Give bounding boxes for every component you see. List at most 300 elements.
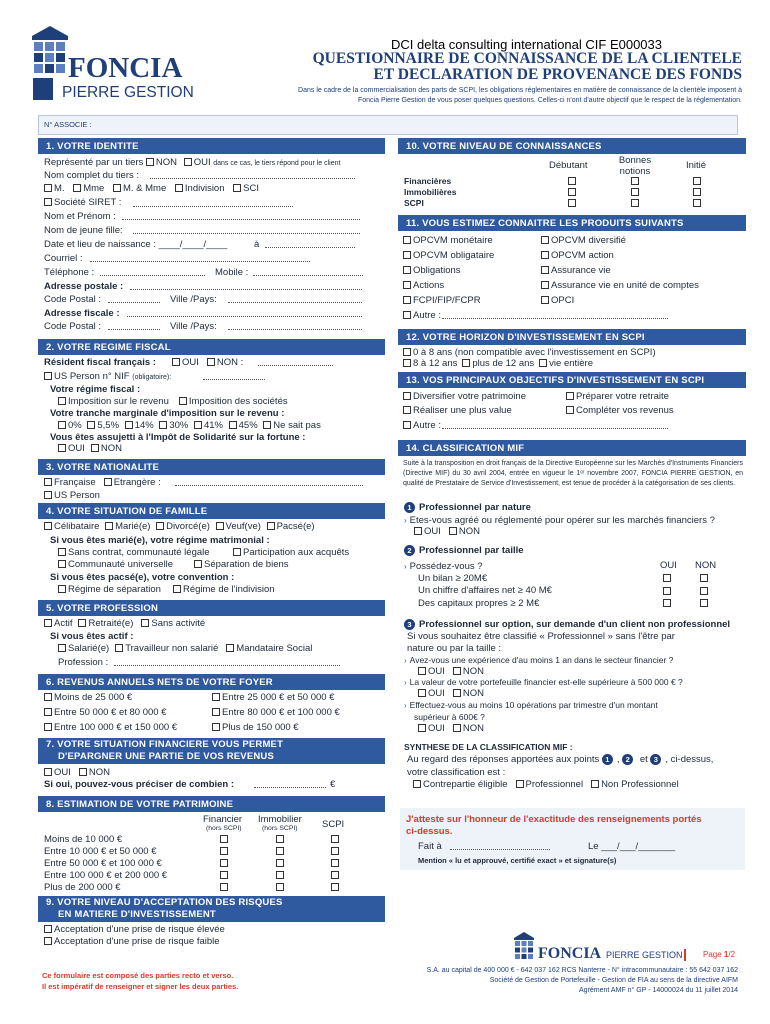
horizon-0-8-label: 0 à 8 ans xyxy=(413,347,453,358)
prof-sans-label: Sans activité xyxy=(151,618,206,629)
checkbox[interactable] xyxy=(568,188,576,196)
connaissance-row-label: Financières xyxy=(404,176,452,186)
telephone-label: Téléphone : xyxy=(44,267,95,278)
famille-divorce-checkbox[interactable] xyxy=(156,522,164,530)
pro-option-text-2: nature ou par la taille : xyxy=(407,643,502,654)
checkbox[interactable] xyxy=(331,871,339,879)
nom-label: Nom et Prénom : xyxy=(44,211,116,222)
objectif-revenus-label: Compléter vos revenus xyxy=(576,405,674,416)
produit-label: FCPI/FIP/FCPR xyxy=(413,295,481,306)
civ-indivision-label: Indivision xyxy=(184,183,225,194)
pro-option-q2-oui-checkbox[interactable] xyxy=(418,689,426,697)
produit-opcvm-diversifie-checkbox[interactable] xyxy=(541,236,549,244)
nat-etr-field[interactable] xyxy=(175,485,363,486)
patrimoine-col-immobilier-note: (hors SCPI) xyxy=(262,825,298,832)
objectif-autre-field[interactable] xyxy=(442,428,668,429)
footer-divider xyxy=(684,949,686,961)
header-title-1: QUESTIONNAIRE DE CONNAISSANCE DE LA CLIENTELE xyxy=(312,50,742,67)
pacs-separation-label: Régime de séparation xyxy=(68,584,161,595)
siret-label: Société SIRET : xyxy=(54,197,122,208)
adresse-fiscale-field[interactable] xyxy=(127,316,362,317)
section-2-header: 2. VOTRE REGIME FISCAL xyxy=(38,339,385,355)
connaissance-notions-checkboxes xyxy=(631,176,643,209)
attestation-line-1: J'atteste sur l'honneur de l'exactitude des renseignements portés xyxy=(406,814,702,825)
produit-assurance-uc-checkbox[interactable] xyxy=(541,281,549,289)
produit-opcvm-obligataire-checkbox[interactable] xyxy=(403,251,411,259)
section-7-title-2: D'EPARGNER UNE PARTIE DE VOS REVENUS xyxy=(58,751,275,762)
civ-mmme-checkbox[interactable] xyxy=(113,184,121,192)
header-intro-1: Dans le cadre de la commercialisation des parts de SCPI, les obligations réglementaires en matière de connaissance de la clientèle imposent à xyxy=(298,87,742,94)
civ-sci-label: SCI xyxy=(243,183,259,194)
pro-option-q3-oui-label: OUI xyxy=(428,723,445,734)
tranche-14-label: 14% xyxy=(134,420,154,431)
checkbox[interactable] xyxy=(276,859,284,867)
civ-sci-checkbox[interactable] xyxy=(233,184,241,192)
matri-separation-label: Séparation de biens xyxy=(204,559,289,570)
isf-oui-checkbox[interactable] xyxy=(58,444,66,452)
regime-ir-checkbox[interactable] xyxy=(58,397,66,405)
civ-mmme-label: M. & Mme xyxy=(122,183,167,194)
resident-label: Résident fiscal français : xyxy=(44,357,156,368)
produit-label: OPCVM obligataire xyxy=(413,250,495,261)
produit-assurance-vie-checkbox[interactable] xyxy=(541,266,549,274)
combien-euro: € xyxy=(330,779,336,790)
checkbox[interactable] xyxy=(331,835,339,843)
tranche-0-checkbox[interactable] xyxy=(58,421,66,429)
risque-eleve-checkbox[interactable] xyxy=(44,925,52,933)
synthese-text-2: votre classification est : xyxy=(407,767,506,778)
chevron-right-icon: › xyxy=(404,701,407,710)
risque-faible-label: Acceptation d'une prise de risque faible xyxy=(54,936,220,947)
checkbox[interactable] xyxy=(631,199,639,207)
produit-label: OPCVM monétaire xyxy=(413,235,493,246)
prof-salarie-label: Salarié(e) xyxy=(68,643,110,654)
matri-universelle-label: Communauté universelle xyxy=(68,559,174,570)
footer-legal-3: Agrément AMF n° GP - 14000024 du 11 juillet 2014 xyxy=(579,987,738,994)
pro-taille-item: Des capitaux propres ≥ 2 M€ xyxy=(418,598,540,609)
revenu-5-label: Entre 100 000 € et 150 000 € xyxy=(54,722,178,733)
famille-pacse-checkbox[interactable] xyxy=(267,522,275,530)
adresse-fiscale-label: Adresse fiscale : xyxy=(44,308,120,319)
prof-actif-label: Actif xyxy=(54,618,73,629)
fait-a-field[interactable] xyxy=(450,849,550,850)
prof-sans-checkbox[interactable] xyxy=(141,619,149,627)
synthese-end: , ci-dessus, xyxy=(665,754,714,765)
marie-label: Si vous êtes marié(e), votre régime matrimonial : xyxy=(50,535,270,546)
revenu-3-checkbox[interactable] xyxy=(44,708,52,716)
objectif-retraite-label: Préparer votre retraite xyxy=(576,391,669,402)
horizon-8-12-label: 8 à 12 ans xyxy=(413,358,458,369)
pro-option-title: Professionnel sur option, sur demande d'un client non professionnel xyxy=(419,619,731,630)
regime-is-checkbox[interactable] xyxy=(179,397,187,405)
page-label: Page xyxy=(703,950,722,959)
isf-label: Vous êtes assujetti à l'Impôt de Solidarité sur la fortune : xyxy=(50,432,306,443)
isf-oui-label: OUI xyxy=(68,443,85,454)
tranche-55-checkbox[interactable] xyxy=(87,421,95,429)
pro-nature-oui-label: OUI xyxy=(424,526,441,537)
famille-divorce-label: Divorcé(e) xyxy=(166,521,210,532)
revenu-5-checkbox[interactable] xyxy=(44,723,52,731)
pro-option-q1-non-label: NON xyxy=(462,666,485,677)
revenu-4-checkbox[interactable] xyxy=(212,708,220,716)
civ-m-label: M. xyxy=(54,183,65,194)
revenu-2-checkbox[interactable] xyxy=(212,693,220,701)
checkbox[interactable] xyxy=(693,188,701,196)
patrimoine-row-label: Entre 10 000 € et 50 000 € xyxy=(44,846,157,857)
si-actif-label: Si vous êtes actif : xyxy=(50,631,134,642)
checkbox[interactable] xyxy=(568,199,576,207)
synthese-et: et xyxy=(639,754,648,765)
produit-label: Assurance vie xyxy=(551,265,611,276)
footer-logo-mark-icon xyxy=(514,932,534,960)
produit-label: OPCVM action xyxy=(551,250,614,261)
prof-tns-checkbox[interactable] xyxy=(115,644,123,652)
header-intro-2: Foncia Pierre Gestion de vous poser quelques questions. Celles-ci n'ont d'autre objectif que le respect de la réglementation. xyxy=(357,97,742,104)
tranche-options xyxy=(58,420,321,431)
objectif-plusvalue-checkbox[interactable] xyxy=(403,406,411,414)
checkbox[interactable] xyxy=(700,599,708,607)
ville-2-field[interactable] xyxy=(228,329,362,330)
matri-separation-checkbox[interactable] xyxy=(194,560,202,568)
tranche-45-checkbox[interactable] xyxy=(229,421,237,429)
nom-field[interactable] xyxy=(122,219,360,220)
checkbox[interactable] xyxy=(331,883,339,891)
attestation-line-2: ci-dessus. xyxy=(406,826,453,837)
section-11-header: 11. VOUS ESTIMEZ CONNAITRE LES PRODUITS SUIVANTS xyxy=(398,215,746,231)
tranche-41-label: 41% xyxy=(203,420,223,431)
famille-celibataire-label: Célibataire xyxy=(54,521,100,532)
header-company: DCI delta consulting international CIF E000033 xyxy=(391,37,662,52)
famille-pacse-label: Pacsé(e) xyxy=(276,521,315,532)
checkbox[interactable] xyxy=(220,871,228,879)
nat-fr-checkbox[interactable] xyxy=(44,478,52,486)
courriel-field[interactable] xyxy=(90,261,310,262)
logo-mark-icon xyxy=(32,26,68,76)
produit-autre-checkbox[interactable] xyxy=(403,311,411,319)
produit-autre-label: Autre : xyxy=(413,310,441,321)
classif-nonpro-checkbox[interactable] xyxy=(591,780,599,788)
civ-mme-label: Mme xyxy=(83,183,105,194)
matri-participation-checkbox[interactable] xyxy=(233,548,241,556)
tranche-0-label: 0% xyxy=(68,420,82,431)
code-postal-2-field[interactable] xyxy=(108,329,160,330)
checkbox[interactable] xyxy=(663,599,671,607)
produit-obligations-checkbox[interactable] xyxy=(403,266,411,274)
prof-actif-checkbox[interactable] xyxy=(44,619,52,627)
produit-actions-checkbox[interactable] xyxy=(403,281,411,289)
code-postal-label: Code Postal : xyxy=(44,294,102,305)
resident-oui-label: OUI xyxy=(182,357,199,368)
logo-name: FONCIA xyxy=(68,52,183,84)
revenu-6-checkbox[interactable] xyxy=(212,723,220,731)
prof-tns-label: Travailleur non salarié xyxy=(125,643,219,654)
chevron-right-icon: › xyxy=(404,678,407,687)
pro-option-q1-oui-checkbox[interactable] xyxy=(418,667,426,675)
prof-retraite-checkbox[interactable] xyxy=(78,619,86,627)
matri-universelle-checkbox[interactable] xyxy=(58,560,66,568)
footer-logo-sub: PIERRE GESTION xyxy=(606,950,683,960)
pro-taille-col-non: NON xyxy=(695,560,717,571)
nat-us-label: US Person xyxy=(54,490,100,501)
patrimoine-row-label: Entre 100 000 € et 200 000 € xyxy=(44,870,168,881)
epargne-non-checkbox[interactable] xyxy=(79,768,87,776)
pro-nature-non-checkbox[interactable] xyxy=(449,527,457,535)
represente-oui-checkbox[interactable] xyxy=(184,158,192,166)
checkbox[interactable] xyxy=(631,188,639,196)
pro-option-q3a: Effectuez-vous au moins 10 opérations par trimestre d'un montant xyxy=(409,700,658,710)
number-2-icon: 2 xyxy=(404,545,415,556)
section-4-header: 4. VOTRE SITUATION DE FAMILLE xyxy=(38,503,385,519)
synthese-title: SYNTHESE DE LA CLASSIFICATION MIF : xyxy=(404,742,573,752)
tranche-30-label: 30% xyxy=(169,420,189,431)
pro-option-q1-oui-label: OUI xyxy=(428,666,445,677)
nif-field[interactable] xyxy=(203,379,265,380)
profession-label: Profession : xyxy=(58,657,109,668)
famille-celibataire-checkbox[interactable] xyxy=(44,522,52,530)
objectif-retraite-checkbox[interactable] xyxy=(566,392,574,400)
associe-label: N° ASSOCIE : xyxy=(44,120,92,129)
checkbox[interactable] xyxy=(693,199,701,207)
checkbox[interactable] xyxy=(276,847,284,855)
tranche-41-checkbox[interactable] xyxy=(194,421,202,429)
checkbox[interactable] xyxy=(663,587,671,595)
pro-taille-item: Un chiffre d'affaires net ≥ 40 M€ xyxy=(418,585,552,596)
tranche-30-checkbox[interactable] xyxy=(159,421,167,429)
resident-non-checkbox[interactable] xyxy=(207,358,215,366)
pro-nature-oui-checkbox[interactable] xyxy=(414,527,422,535)
patrimoine-col-financier: Financier xyxy=(203,814,243,825)
combien-label: Si oui, pouvez-vous préciser de combien : xyxy=(44,779,235,790)
checkbox[interactable] xyxy=(700,587,708,595)
checkbox[interactable] xyxy=(700,574,708,582)
nat-fr-label: Française xyxy=(54,477,96,488)
represente-row xyxy=(44,157,340,168)
horizon-vie-label: vie entière xyxy=(549,358,594,369)
naissance-lieu-field[interactable] xyxy=(265,247,355,248)
adresse-postale-field[interactable] xyxy=(130,289,362,290)
chevron-right-icon: › xyxy=(404,516,407,525)
produit-opcvm-monetaire-checkbox[interactable] xyxy=(403,236,411,244)
section-8-header: 8. ESTIMATION DE VOTRE PATRIMOINE xyxy=(38,796,385,812)
civ-mme-checkbox[interactable] xyxy=(73,184,81,192)
produit-fcpi-checkbox[interactable] xyxy=(403,296,411,304)
connaissance-debutant-checkboxes xyxy=(568,176,580,209)
pro-option-q3-non-label: NON xyxy=(462,723,485,734)
isf-non-checkbox[interactable] xyxy=(91,444,99,452)
usperson-checkbox[interactable] xyxy=(44,372,52,380)
tranche-nsp-label: Ne sait pas xyxy=(273,420,321,431)
pacse-label: Si vous êtes pacsé(e), votre convention : xyxy=(50,572,235,583)
ville-2-label: Ville /Pays: xyxy=(170,321,217,332)
combien-field[interactable] xyxy=(254,787,326,788)
produit-autre-field[interactable] xyxy=(442,318,668,319)
resident-oui-checkbox[interactable] xyxy=(172,358,180,366)
revenu-6-label: Plus de 150 000 € xyxy=(222,722,299,733)
pro-taille-col-oui: OUI xyxy=(660,560,677,571)
checkbox[interactable] xyxy=(331,859,339,867)
checkbox[interactable] xyxy=(331,847,339,855)
famille-veuf-checkbox[interactable] xyxy=(216,522,224,530)
horizon-12-plus-checkbox[interactable] xyxy=(462,359,470,367)
horizon-0-8-note: (non compatible avec l'investissement en SCPI) xyxy=(454,347,656,358)
famille-veuf-label: Veuf(ve) xyxy=(225,521,261,532)
checkbox[interactable] xyxy=(568,177,576,185)
courriel-label: Courriel : xyxy=(44,253,83,264)
prof-mandataire-checkbox[interactable] xyxy=(226,644,234,652)
section-10-header: 10. VOTRE NIVEAU DE CONNAISSANCES xyxy=(398,138,746,154)
regime-ir-label: Imposition sur le revenu xyxy=(68,396,169,407)
revenu-4-label: Entre 80 000 € et 100 000 € xyxy=(222,707,340,718)
objectif-plusvalue-label: Réaliser une plus value xyxy=(413,405,512,416)
jeune-fille-label: Nom de jeune fille: xyxy=(44,225,123,236)
jeune-fille-field[interactable] xyxy=(133,233,360,234)
checkbox[interactable] xyxy=(220,883,228,891)
tranche-nsp-checkbox[interactable] xyxy=(263,421,271,429)
nom-complet-field[interactable] xyxy=(150,178,355,179)
mobile-field[interactable] xyxy=(253,275,363,276)
profession-field[interactable] xyxy=(114,665,340,666)
pro-option-q3-non-checkbox[interactable] xyxy=(453,724,461,732)
checkbox[interactable] xyxy=(663,574,671,582)
objectif-diversifier-label: Diversifier votre patrimoine xyxy=(413,391,526,402)
footer-legal-2: Société de Gestion de Portefeuille - Gestion de FIA au sens de la directive AIFM xyxy=(489,977,738,984)
date-field[interactable]: Le ___/___/_______ xyxy=(588,841,676,852)
patrimoine-row-label: Plus de 200 000 € xyxy=(44,882,121,893)
number-3-icon: 3 xyxy=(404,619,415,630)
section-9-title-1: 9. VOTRE NIVEAU D'ACCEPTATION DES RISQUES xyxy=(46,897,283,908)
pro-option-q3b: supérieur à 600€ ? xyxy=(414,712,485,722)
matri-participation-label: Participation aux acquêts xyxy=(243,547,350,558)
pro-option-q3-oui-checkbox[interactable] xyxy=(418,724,426,732)
connaissance-row-label: SCPI xyxy=(404,198,424,208)
patrimoine-row-label: Entre 50 000 € et 100 000 € xyxy=(44,858,162,869)
produit-opcvm-action-checkbox[interactable] xyxy=(541,251,549,259)
horizon-8-12-checkbox[interactable] xyxy=(403,359,411,367)
connaissance-col-initie: Initié xyxy=(686,160,707,171)
ville-label: Ville /Pays: xyxy=(170,294,217,305)
section-3-header: 3. VOTRE NATIONALITE xyxy=(38,459,385,475)
matri-sans-contrat-checkbox[interactable] xyxy=(58,548,66,556)
resident-non-field[interactable] xyxy=(258,365,333,366)
checkbox[interactable] xyxy=(220,835,228,843)
civ-indivision-checkbox[interactable] xyxy=(175,184,183,192)
ville-field[interactable] xyxy=(228,302,362,303)
tranche-55-label: 5,5% xyxy=(97,420,120,431)
footer-legal-1: S.A. au capital de 400 000 € - 642 037 162 RCS Nanterre - N° intracommunautaire : 55 642 037 162 xyxy=(426,967,738,974)
produit-label: Actions xyxy=(413,280,445,291)
classif-contrepartie-checkbox[interactable] xyxy=(413,780,421,788)
represente-non-label: NON xyxy=(155,157,178,168)
siret-checkbox[interactable] xyxy=(44,198,52,206)
fait-a-label: Fait à xyxy=(418,841,442,852)
adresse-postale-label: Adresse postale : xyxy=(44,281,124,292)
checkbox[interactable] xyxy=(631,177,639,185)
footer-note-1: Ce formulaire est composé des parties recto et verso. xyxy=(42,971,234,980)
mention-label: Mention « lu et approuvé, certifié exact » et signature(s) xyxy=(418,856,617,865)
mif-paragraph: Suite à la transposition en droit français de la Directive Européenne sur les Marchés d'Instruments Financiers (Directive MIF) du 30 avril 2004, entrée en vigueur le 1ᵉʳ novembre 2007, FONCIA PIERRE GESTION, en qualité de Prestataire de Service d'Investissement, est tenue de procéder à la catégorisation de ses clients. xyxy=(403,460,743,487)
section-5-header: 5. VOTRE PROFESSION xyxy=(38,600,385,616)
pro-option-q2-non-label: NON xyxy=(462,688,485,699)
pro-nature-non-label: NON xyxy=(458,526,481,537)
regime-is-label: Imposition des sociétés xyxy=(188,396,288,407)
patrimoine-row-label: Moins de 10 000 € xyxy=(44,834,123,845)
isf-non-label: NON xyxy=(100,443,123,454)
epargne-oui-checkbox[interactable] xyxy=(44,768,52,776)
represente-label: Représenté par un tiers xyxy=(44,157,144,168)
telephone-field[interactable] xyxy=(100,275,205,276)
patrimoine-col-financier-note: (hors SCPI) xyxy=(206,825,242,832)
code-postal-2-label: Code Postal : xyxy=(44,321,102,332)
classif-contrepartie-label: Contrepartie éligible xyxy=(423,779,508,790)
page-total: /2 xyxy=(728,950,736,959)
associe-number-field[interactable] xyxy=(38,115,738,135)
naissance-a-label: à xyxy=(254,239,260,250)
produit-opci-checkbox[interactable] xyxy=(541,296,549,304)
prof-retraite-label: Retraité(e) xyxy=(88,618,134,629)
section-9-header xyxy=(38,896,385,922)
nom-complet-label: Nom complet du tiers : xyxy=(44,170,140,181)
risque-faible-checkbox[interactable] xyxy=(44,937,52,945)
checkbox[interactable] xyxy=(276,871,284,879)
produit-label: Assurance vie en unité de comptes xyxy=(551,280,699,291)
civ-m-checkbox[interactable] xyxy=(44,184,52,192)
pro-taille-question: Possédez-vous ? xyxy=(409,561,483,572)
checkbox[interactable] xyxy=(220,847,228,855)
pro-option-q1-non-checkbox[interactable] xyxy=(453,667,461,675)
classif-pro-checkbox[interactable] xyxy=(516,780,524,788)
objectif-revenus-checkbox[interactable] xyxy=(566,406,574,414)
code-postal-field[interactable] xyxy=(108,302,160,303)
chevron-right-icon: › xyxy=(404,562,407,571)
footer-logo-name: FONCIA xyxy=(538,945,602,962)
horizon-12-plus-label: plus de 12 ans xyxy=(472,358,535,369)
patrimoine-immobilier-checkboxes xyxy=(276,834,288,894)
pro-option-q2-non-checkbox[interactable] xyxy=(453,689,461,697)
logo-bar xyxy=(33,78,53,100)
usperson-oblig-label: (obligatoire): xyxy=(132,374,172,381)
famille-marie-checkbox[interactable] xyxy=(105,522,113,530)
pro-option-q2-oui-label: OUI xyxy=(428,688,445,699)
mobile-label: Mobile : xyxy=(215,267,249,278)
siret-field[interactable] xyxy=(133,206,293,207)
nat-us-checkbox[interactable] xyxy=(44,491,52,499)
checkbox[interactable] xyxy=(276,835,284,843)
pacs-indivision-checkbox[interactable] xyxy=(173,585,181,593)
resident-non-label: NON : xyxy=(216,357,244,368)
patrimoine-col-immobilier: Immobilier xyxy=(258,814,302,825)
checkbox[interactable] xyxy=(693,177,701,185)
objectif-autre-checkbox[interactable] xyxy=(403,421,411,429)
nat-etr-checkbox[interactable] xyxy=(104,478,112,486)
horizon-0-8-checkbox[interactable] xyxy=(403,348,411,356)
pacs-indivision-label: Régime de l'indivision xyxy=(182,584,275,595)
pacs-separation-checkbox[interactable] xyxy=(58,585,66,593)
connaissance-col-debutant: Débutant xyxy=(549,160,588,171)
checkbox[interactable] xyxy=(220,859,228,867)
prof-salarie-checkbox[interactable] xyxy=(58,644,66,652)
pro-nature-question: Etes-vous agréé ou réglementé pour opérer sur les marchés financiers ? xyxy=(409,515,715,526)
horizon-vie-checkbox[interactable] xyxy=(539,359,547,367)
represente-non-checkbox[interactable] xyxy=(146,158,154,166)
checkbox[interactable] xyxy=(276,883,284,891)
produit-label: Obligations xyxy=(413,265,461,276)
pro-option-q1: Avez-vous une expérience d'au moins 1 an dans le secteur financier ? xyxy=(409,655,674,665)
represente-oui-note: dans ce cas, le tiers répond pour le client xyxy=(213,160,341,167)
tranche-14-checkbox[interactable] xyxy=(125,421,133,429)
objectif-diversifier-checkbox[interactable] xyxy=(403,392,411,400)
section-14-header: 14. CLASSIFICATION MIF xyxy=(398,440,746,456)
revenu-1-checkbox[interactable] xyxy=(44,693,52,701)
